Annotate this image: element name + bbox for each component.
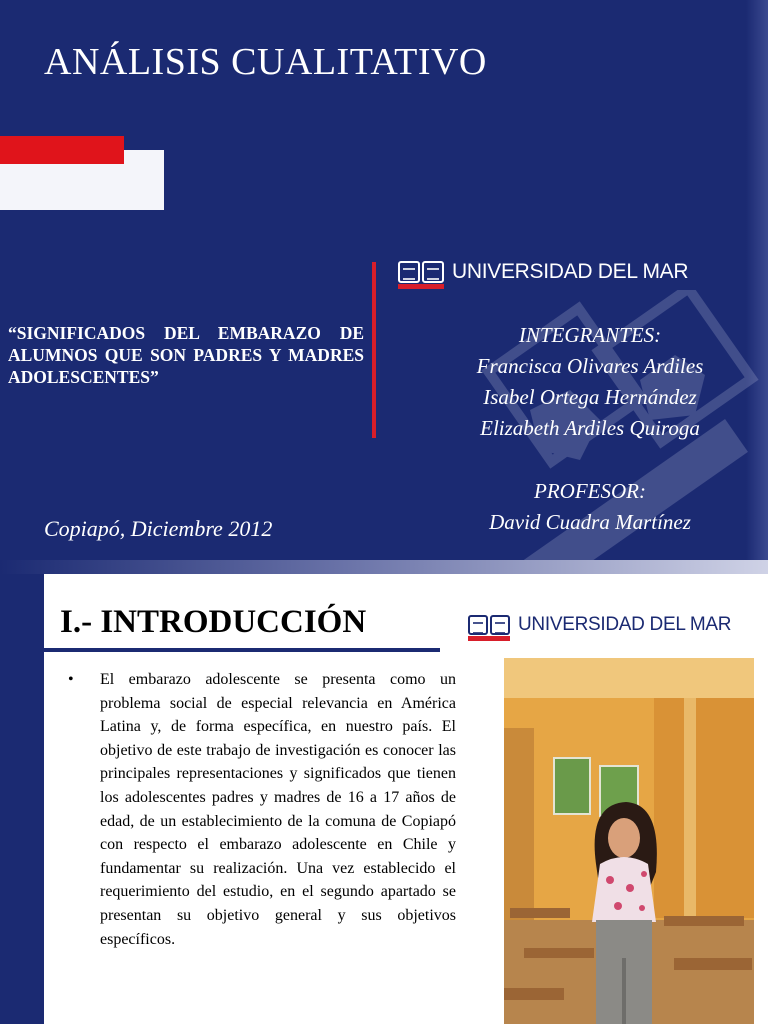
introduction-list	[68, 668, 456, 951]
place-and-date: Copiapó, Diciembre 2012	[44, 516, 273, 541]
bullet-marker: •	[68, 671, 74, 688]
profesor-name: David Cuadra Martínez	[489, 510, 691, 534]
presentation-title: ANÁLISIS CUALITATIVO	[44, 41, 487, 83]
introduction-text: El embarazo adolescente se presenta como un problema social de especial relevancia en América Latina y, de forma específica, en nuestro país. El objetivo de este trabajo de investigación es conocer las principales representaciones y significados que tienen los adolescentes padres y madres de 16 a 17 años de edad, de un establecimiento de la comuna de Copiapó con respecto el embarazo adolescente en Chile y fundamentar su realización. Una vez establecido el requerimiento del estudio, en el segundo apartado se presentan su objetivo general y sus objetivos específicos.	[100, 671, 456, 948]
integrante-name: Elizabeth Ardiles Quiroga	[480, 416, 700, 440]
slide-separator-bar	[0, 560, 768, 574]
list-item	[68, 668, 456, 951]
slide-left-band	[0, 574, 44, 1024]
title-underline	[44, 648, 440, 652]
university-logo-text: UNIVERSIDAD DEL MAR	[518, 614, 732, 635]
profesor-label: PROFESOR:	[534, 479, 646, 503]
university-logo-icon	[398, 261, 446, 283]
credits-block	[440, 320, 740, 538]
vertical-divider	[372, 262, 376, 438]
student-classroom-photo	[504, 658, 754, 1024]
university-logo	[398, 260, 688, 284]
university-logo	[468, 614, 731, 636]
section-title: I.- INTRODUCCIÓN	[60, 604, 367, 640]
integrante-name: Francisca Olivares Ardiles	[476, 354, 704, 378]
university-logo-text: UNIVERSIDAD DEL MAR	[452, 260, 689, 283]
red-accent-bar	[0, 136, 124, 164]
integrantes-label: INTEGRANTES:	[518, 323, 662, 347]
integrante-name: Isabel Ortega Hernández	[483, 385, 697, 409]
introduction-slide	[0, 574, 768, 1024]
study-subject: “SIGNIFICADOS DEL EMBARAZO DE ALUMNOS QUE SON PADRES Y MADRES ADOLESCENTES”	[8, 323, 364, 387]
university-logo-icon	[468, 615, 512, 635]
